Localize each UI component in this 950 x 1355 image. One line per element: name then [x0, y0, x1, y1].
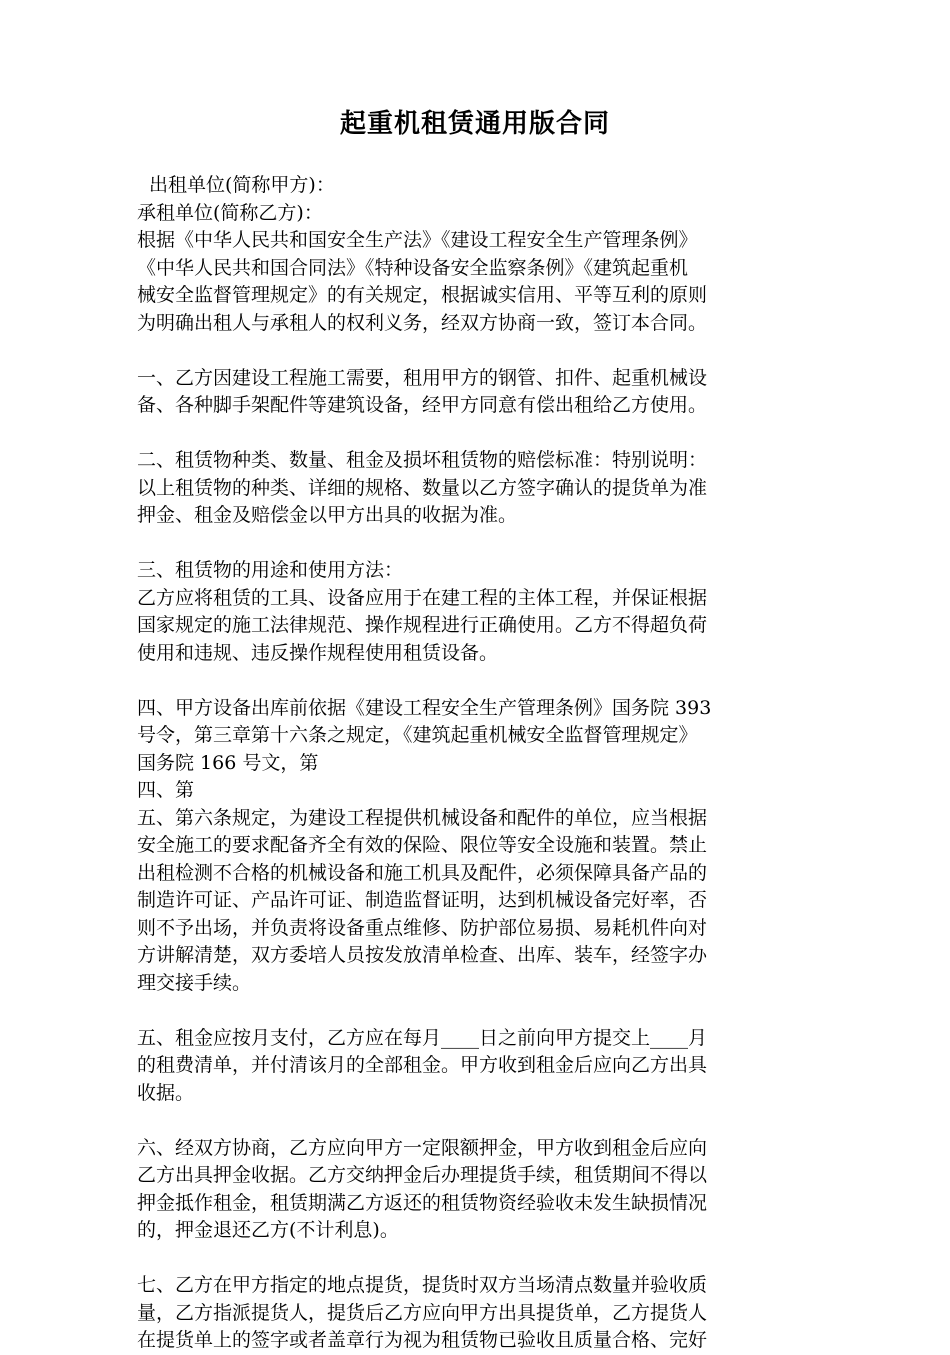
paragraph-line: 根据《中华人民共和国安全生产法》《建设工程安全生产管理条例》 — [137, 229, 698, 251]
paragraph-line: 四、第 — [137, 779, 195, 801]
paragraph-line: 的租费清单，并付清该月的全部租金。甲方收到租金后应向乙方出具 — [137, 1054, 708, 1076]
blank-line — [137, 420, 817, 448]
paragraph-line: 方讲解清楚，双方委培人员按发放清单检查、出库、装车，经签字办 — [137, 944, 708, 966]
blank-line — [137, 1107, 817, 1135]
paragraph-line: 出租单位(简称甲方)： — [149, 174, 335, 196]
blank-line — [137, 530, 817, 558]
document-body — [137, 172, 817, 1355]
document-title: 起重机租赁通用版合同 — [339, 109, 610, 139]
paragraph-line: 四、甲方设备出库前依据《建设工程安全生产管理条例》国务院 393 — [137, 696, 712, 719]
paragraph-line: 制造许可证、产品许可证、制造监督证明，达到机械设备完好率，否 — [137, 889, 708, 911]
paragraph-line: 的，押金退还乙方(不计利息)。 — [137, 1219, 399, 1241]
paragraph-line: 五、租金应按月支付，乙方应在每月____日之前向甲方提交上____月 — [137, 1026, 708, 1049]
paragraph-line: 乙方出具押金收据。乙方交纳押金后办理提货手续，租赁期间不得以 — [137, 1164, 708, 1186]
blank-line — [137, 997, 817, 1025]
paragraph-line: 押金、租金及赔偿金以甲方出具的收据为准。 — [137, 504, 518, 526]
paragraph-line: 安全施工的要求配备齐全有效的保险、限位等安全设施和装置。禁止 — [137, 834, 708, 856]
paragraph-line: 使用和违规、违反操作规程使用租赁设备。 — [137, 641, 499, 664]
blank-line — [137, 1245, 817, 1273]
paragraph-line: 收据。 — [137, 1081, 195, 1104]
paragraph-line: 号令，第三章第十六条之规定，《建筑起重机械安全监督管理规定》 — [137, 724, 698, 746]
paragraph-line: 国务院 166 号文，第 — [137, 751, 319, 774]
paragraph-line: 量，乙方指派提货人，提货后乙方应向甲方出具提货单，乙方提货人 — [137, 1301, 708, 1324]
paragraph-line: 备、各种脚手架配件等建筑设备，经甲方同意有偿出租给乙方使用。 — [137, 394, 708, 416]
paragraph-line: 乙方应将租赁的工具、设备应用于在建工程的主体工程，并保证根据 — [137, 586, 708, 609]
paragraph-line: 六、经双方协商，乙方应向甲方一定限额押金，甲方收到租金后应向 — [137, 1136, 708, 1159]
paragraph-line: 押金抵作租金，租赁期满乙方返还的租赁物资经验收未发生缺损情况 — [137, 1191, 708, 1214]
paragraph-line: 五、第六条规定，为建设工程提供机械设备和配件的单位，应当根据 — [137, 806, 708, 829]
paragraph-line: 三、租赁物的用途和使用方法： — [137, 559, 404, 581]
paragraph-line: 械安全监督管理规定》的有关规定，根据诚实信用、平等互利的原则 — [137, 284, 708, 306]
paragraph-line: 在提货单上的签字或者盖章行为视为租赁物已验收且质量合格、完好 — [137, 1329, 708, 1351]
paragraph-line: 一、乙方因建设工程施工需要，租用甲方的钢管、扣件、起重机械设 — [137, 366, 708, 389]
paragraph-line: 《中华人民共和国合同法》《特种设备安全监察条例》《建筑起重机 — [137, 256, 689, 279]
paragraph-line: 国家规定的施工法律规范、操作规程进行正确使用。乙方不得超负荷 — [137, 614, 708, 636]
paragraph-line: 理交接手续。 — [137, 971, 252, 994]
blank-line — [137, 667, 817, 695]
paragraph-line: 承租单位(简称乙方)： — [137, 201, 323, 224]
paragraph-line: 为明确出租人与承租人的权利义务，经双方协商一致，签订本合同。 — [137, 311, 708, 334]
paragraph-line: 二、租赁物种类、数量、租金及损坏租赁物的赔偿标准：特别说明： — [137, 449, 708, 471]
blank-line — [137, 337, 817, 365]
paragraph-line: 出租检测不合格的机械设备和施工机具及配件，必须保障具备产品的 — [137, 861, 708, 884]
paragraph-line: 则不予出场，并负责将设备重点维修、防护部位易损、易耗机件向对 — [137, 916, 708, 939]
paragraph-line: 七、乙方在甲方指定的地点提货，提货时双方当场清点数量并验收质 — [137, 1274, 708, 1296]
paragraph-line: 以上租赁物的种类、详细的规格、数量以乙方签字确认的提货单为准 — [137, 476, 708, 499]
